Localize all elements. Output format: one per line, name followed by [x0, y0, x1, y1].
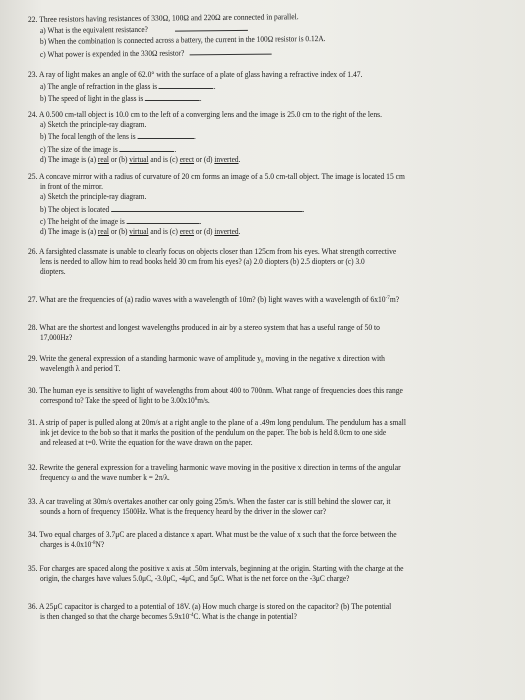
question-number: 23. — [28, 70, 38, 79]
question-text-continued: correspond to? Take the speed of light to be 3.00x10 — [40, 396, 195, 406]
part-label: a) — [40, 120, 46, 130]
question-text-continued: wavelength λ and period T. — [40, 364, 121, 374]
question-27 — [0, 295, 525, 305]
part-text: What power is expended in the 330Ω resistor? — [47, 48, 185, 59]
part-text: The focal length of the lens is — [47, 132, 136, 142]
question-22 — [0, 12, 525, 60]
part-label: d) — [40, 227, 47, 237]
question-text: A 25μC capacitor is charged to a potential of 18V. (a) How much charge is stored on the capacitor? (b) The potential — [38, 602, 392, 611]
question-number: 22. — [27, 14, 38, 24]
question-text: A farsighted classmate is unable to clearly focus on objects closer than 125cm from his eyes. What strength corrective — [38, 247, 397, 256]
question-text-continued: charges is 4.0x10 — [40, 540, 92, 550]
question-text-continued: ink jet device to the bob so that it marks the position of the pendulum on the paper. The bob is held 8.0cm to one side — [40, 428, 387, 438]
answer-blank — [127, 215, 200, 224]
question-number: 26. — [28, 247, 38, 256]
part-text: The object is located — [47, 204, 110, 214]
part-text: The angle of refraction in the glass is — [47, 82, 158, 92]
answer-blank — [159, 80, 214, 89]
part-text: When the combination is connected across a battery, the current in the 100Ω resistor is 0.12A. — [47, 34, 326, 47]
question-text: What are the frequencies of (a) radio waves with a wavelength of 10m? (b) light waves with a wavelength of 6x10 — [39, 295, 386, 304]
question-30 — [0, 386, 525, 406]
question-number: 34. — [28, 530, 38, 539]
part-text: The size of the image is — [47, 144, 118, 154]
question-number: 36. — [28, 602, 38, 611]
part-label: b) — [39, 37, 47, 47]
answer-blank — [190, 45, 272, 55]
question-text-continued: and released at t=0. Write the equation for the wave drawn on the paper. — [40, 438, 253, 448]
answer-blank — [175, 22, 248, 32]
question-text: A car traveling at 30m/s overtakes another car only going 25m/s. When the faster car is still behind the slower car, it — [38, 497, 391, 506]
question-text: For charges are spaced along the positive x axis at .50m intervals, beginning at the origin. Starting with the charge at the — [39, 564, 404, 573]
question-number: 31. — [28, 418, 38, 427]
part-text: The image is (a) real or (b) virtual and is (c) erect or (d) inverted. — [47, 227, 241, 237]
exponent: -8 — [91, 540, 96, 547]
underlined-term: real — [97, 154, 109, 164]
part-text: The speed of light in the glass is — [47, 94, 144, 104]
question-text: Rewrite the general expression for a traveling harmonic wave moving in the positive x direction in terms of the angular — [39, 463, 401, 472]
part-text: The height of the image is — [47, 216, 125, 226]
question-text-continued: 17,000Hz? — [40, 333, 73, 343]
part-text: What is the equivalent resistance? — [47, 25, 148, 36]
question-text: A strip of paper is pulled along at 20m/s at a right angle to the plane of a .49m long pendulum. The pendulum has a small — [38, 418, 406, 427]
answer-blank — [120, 143, 175, 152]
question-text-continued: frequency ω and the wave number k = 2π/λ. — [40, 473, 170, 483]
question-text: Two equal charges of 3.7μC are placed a distance x apart. What must be the value of x such that the force between the — [39, 530, 397, 539]
question-text-continued: in front of the mirror. — [40, 182, 103, 192]
answer-blank — [137, 130, 194, 139]
part-text: Sketch the principle-ray diagram. — [47, 120, 147, 130]
exponent: -7 — [385, 295, 390, 301]
part-label: b) — [40, 132, 47, 142]
question-number: 24. — [28, 110, 38, 119]
question-number: 25. — [28, 172, 38, 181]
question-text: Write the general expression of a standing harmonic wave of amplitude y₀ moving in the negative x direction with — [39, 354, 385, 363]
question-text-tail: C. What is the change in potential? — [193, 612, 297, 622]
question-text-tail: N? — [95, 540, 105, 550]
question-number: 35. — [28, 564, 38, 573]
part-label: b) — [40, 94, 47, 104]
part-label: c) — [40, 144, 46, 154]
question-32 — [0, 463, 525, 483]
question-36 — [0, 602, 525, 622]
question-29 — [0, 354, 525, 374]
question-text: A concave mirror with a radius of curvature of 20 cm forms an image of a 5.0 cm-tall object. The image is located 15 cm — [38, 172, 405, 181]
question-28 — [0, 323, 525, 343]
part-label: a) — [39, 26, 46, 36]
exponent: -4 — [189, 612, 194, 619]
question-text-tail: m/s. — [197, 396, 210, 406]
part-text: Sketch the principle-ray diagram. — [47, 192, 147, 202]
question-text-continued: origin, the charges have values 5.0μC, -3.0μC, -4μC, and 5μC. What is the net force on the -3μC charge? — [40, 574, 350, 584]
underlined-term: virtual — [129, 227, 149, 237]
question-number: 33. — [28, 497, 38, 506]
underlined-term: inverted — [214, 227, 239, 237]
question-text-continued: is then changed so that the charge becomes 5.9x10 — [40, 612, 190, 622]
question-24: 24. A 0.500 cm-tall object is 10.0 cm to the left of a converging lens and the image is 25.0 cm to the right of the lens. a) Sketch the principle-ray diagram. b) The focal length of the lens is . c) The size of the image is . d) The image is (a) real or (b) virtual and is (c) erect or (d) inverted. — [28, 110, 383, 164]
underlined-term: erect — [179, 227, 195, 237]
underlined-term: inverted — [214, 154, 239, 164]
underlined-term: virtual — [129, 154, 149, 164]
question-26 — [0, 247, 525, 278]
question-33 — [0, 497, 525, 517]
part-label: a) — [40, 82, 46, 92]
question-text: The human eye is sensitive to light of wavelengths from about 400 to 700nm. What range of frequencies does this range — [39, 386, 403, 395]
part-label: d) — [40, 154, 47, 164]
question-35 — [0, 564, 525, 584]
question-number: 27. — [28, 295, 38, 304]
answer-blank — [145, 92, 200, 101]
question-text: A ray of light makes an angle of 62.0° with the surface of a plate of glass having a refractive index of 1.47. — [38, 70, 363, 79]
question-text: Three resistors having resistances of 330Ω, 100Ω and 220Ω are connected in parallel. — [39, 12, 299, 24]
question-34 — [0, 530, 525, 550]
question-text-tail: m? — [389, 295, 400, 304]
question-text-continued: diopters. — [40, 267, 66, 277]
question-31 — [0, 418, 525, 449]
question-number: 32. — [28, 463, 38, 472]
question-23: 23. A ray of light makes an angle of 62.0° with the surface of a plate of glass having a refractive index of 1.47. a) The angle of refraction in the glass is . b) The speed of light in the glass is . — [28, 70, 363, 104]
part-label: b) — [40, 204, 47, 214]
question-number: 28. — [28, 323, 38, 332]
exponent: 8 — [194, 396, 198, 403]
question-text-continued: sounds a horn of frequency 1500Hz. What is the frequency heard by the driver in the slower car? — [40, 507, 327, 517]
question-number: 30. — [28, 386, 38, 395]
question-text: What are the shortest and longest wavelengths produced in air by a stereo system that has a useful range of 50 to — [39, 323, 380, 332]
answer-blank — [111, 203, 303, 212]
question-number: 29. — [28, 354, 38, 363]
part-label: c) — [39, 49, 46, 59]
part-label: c) — [40, 216, 46, 226]
question-text-continued: lens is needed to allow him to read books held 30 cm from his eyes? (a) 2.0 diopters (b) 2.5 diopters or (c) 3.0 — [40, 257, 365, 267]
question-text: A 0.500 cm-tall object is 10.0 cm to the left of a converging lens and the image is 25.0 cm to the right of the lens. — [38, 110, 383, 119]
underlined-term: real — [97, 227, 109, 237]
part-label: a) — [40, 192, 46, 202]
underlined-term: erect — [179, 154, 195, 164]
question-25: 25. A concave mirror with a radius of curvature of 20 cm forms an image of a 5.0 cm-tall object. The image is located 15 cm in front of the mirror. a) Sketch the principle-ray diagram. b) The object is located . c) The height of the image is . d) The image is (a) real or (b) virtual and is (c) erect or (d) inverted. — [28, 172, 405, 237]
part-text: The image is (a) real or (b) virtual and is (c) erect or (d) inverted. — [47, 154, 241, 164]
